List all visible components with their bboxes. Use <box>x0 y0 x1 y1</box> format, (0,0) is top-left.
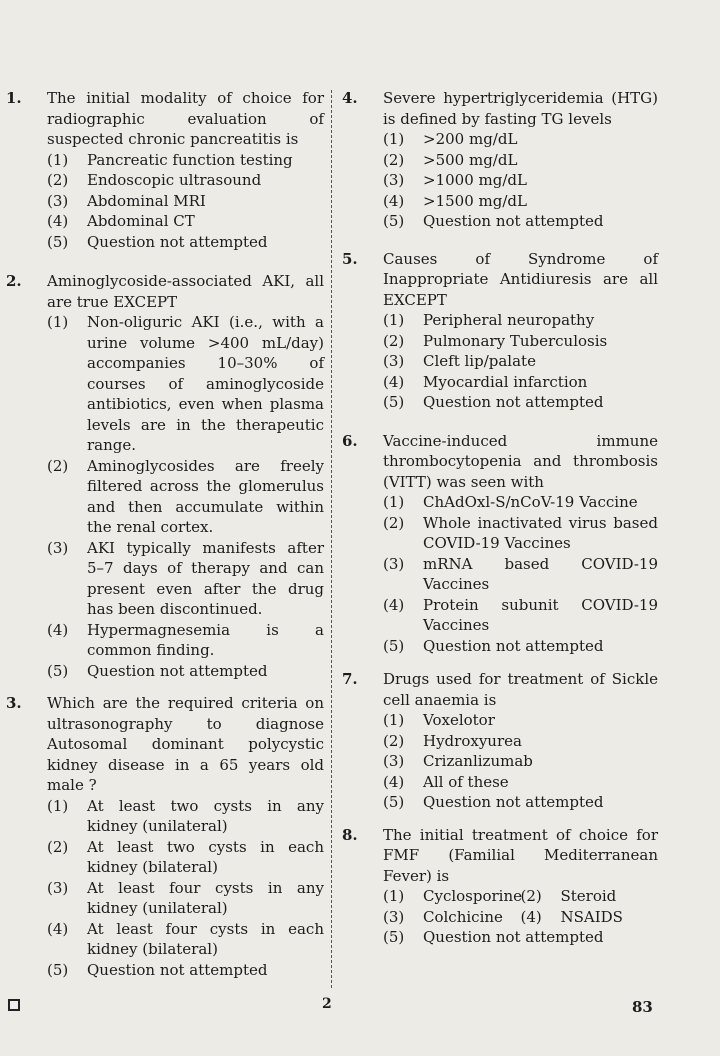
option-number: (2) <box>47 171 69 189</box>
option-text: >1000 mg/dL <box>423 171 527 189</box>
option <box>383 513 658 554</box>
option-number: (1) <box>383 493 405 511</box>
question-text: Which are the required criteria on ultrasonography to diagnose Autosomal dominant polycystic kidney disease in a 65 years old male ? <box>47 694 324 794</box>
option <box>383 331 658 352</box>
option-text: Pulmonary Tuberculosis <box>423 331 608 350</box>
question-number: 6. <box>342 431 358 450</box>
option-number: (4) <box>520 907 542 926</box>
option-text: >500 mg/dL <box>423 150 518 169</box>
option-text: Hydroxyurea <box>423 731 522 750</box>
option <box>47 312 324 456</box>
option-number: (3) <box>383 907 405 926</box>
option-text: Cleft lip/palate <box>423 352 536 370</box>
option-number: (4) <box>383 191 405 210</box>
option-text: Hypermagnesemia is a common finding. <box>87 620 324 659</box>
question-text: Severe hypertriglyceridemia (HTG) is defined by fasting TG levels <box>383 89 658 128</box>
options-list <box>47 312 324 681</box>
option-text: Question not attempted <box>423 793 604 811</box>
question-2 <box>6 271 324 681</box>
option-text: Abdominal MRI <box>87 191 206 210</box>
option-text: Question not attempted <box>423 928 604 946</box>
option-text: Abdominal CT <box>87 212 195 230</box>
option-number: (1) <box>383 711 405 729</box>
question-number: 1. <box>6 89 22 107</box>
question-number: 4. <box>342 89 358 107</box>
option <box>521 907 659 928</box>
option <box>47 878 324 919</box>
option <box>383 310 658 331</box>
question-8 <box>342 825 658 948</box>
option <box>383 751 658 772</box>
option-number: (4) <box>47 212 69 230</box>
option <box>383 392 658 413</box>
question-text: The initial modality of choice for radiographic evaluation of suspected chronic pancreatitis is <box>47 89 324 148</box>
option-text: At least four cysts in each kidney (bilateral) <box>87 919 324 958</box>
option-text: Question not attempted <box>87 232 268 251</box>
option-number: (1) <box>383 130 405 148</box>
options-list <box>47 796 324 981</box>
option <box>47 538 324 620</box>
option <box>47 960 324 981</box>
option-number: (3) <box>383 171 405 189</box>
options-list <box>47 150 324 253</box>
option-text: Cyclosporine <box>423 887 523 905</box>
option-number: (4) <box>47 620 69 639</box>
option-number: (5) <box>47 960 69 979</box>
question-3 <box>6 693 324 980</box>
option-number: (3) <box>383 752 405 770</box>
option-text: Crizanlizumab <box>423 752 533 770</box>
option <box>47 211 324 232</box>
option <box>383 927 658 948</box>
option <box>47 232 324 253</box>
page-number: 2 <box>322 996 332 1012</box>
option-number: (2) <box>383 731 405 750</box>
option <box>383 351 658 372</box>
option <box>383 886 521 907</box>
option-text: Non-oliguric AKI (i.e., with a urine volume >400 mL/day) accompanies 10–30% of courses of aminoglycoside antibiotics, even when plasma levels are in the therapeutic range. <box>87 313 324 454</box>
option-number: (2) <box>383 150 405 169</box>
option-text: Whole inactivated virus based COVID-19 Vaccines <box>423 513 658 552</box>
option-number: (3) <box>47 878 69 897</box>
option <box>383 731 658 752</box>
option-text: Pancreatic function testing <box>87 150 293 169</box>
column-divider <box>331 90 333 988</box>
code-number: 83 <box>632 998 653 1016</box>
option-number: (5) <box>383 928 405 946</box>
option-text: At least two cysts in each kidney (bilateral) <box>87 837 324 876</box>
question-4 <box>342 88 658 232</box>
option-text: Question not attempted <box>423 636 604 655</box>
question-text: Vaccine-induced immune thrombocytopenia and thrombosis (VITT) was seen with <box>383 431 658 491</box>
option-text: Question not attempted <box>423 212 604 230</box>
option-number: (4) <box>383 772 405 791</box>
question-5 <box>342 249 658 413</box>
option-text: >200 mg/dL <box>423 130 518 148</box>
option-text: AKI typically manifests after 5–7 days of therapy and can present even after the drug has been discontinued. <box>87 538 324 618</box>
option-number: (5) <box>47 232 69 251</box>
option-text: Aminoglycosides are freely filtered across the glomerulus and then accumulate within the renal cortex. <box>87 456 324 536</box>
option-text: mRNA based COVID-19 Vaccines <box>423 554 658 593</box>
option-number: (1) <box>47 313 69 331</box>
option-number: (5) <box>383 636 405 655</box>
option <box>383 636 658 657</box>
option <box>383 372 658 393</box>
option <box>47 150 324 171</box>
option-number: (2) <box>520 887 542 905</box>
option <box>383 170 658 191</box>
option <box>383 595 658 636</box>
option <box>47 919 324 960</box>
option-text: At least two cysts in any kidney (unilateral) <box>87 796 324 835</box>
option <box>383 710 658 731</box>
options-list <box>383 710 658 813</box>
option-text: Steroid <box>560 887 617 905</box>
question-1 <box>6 88 324 252</box>
option-number: (1) <box>47 150 69 169</box>
option <box>383 129 658 150</box>
option <box>383 907 521 928</box>
footer-square-icon <box>8 999 20 1011</box>
option-number: (2) <box>383 513 405 532</box>
left-column <box>6 88 324 984</box>
option-number: (1) <box>47 796 69 815</box>
option-text: Peripheral neuropathy <box>423 311 595 329</box>
option-number: (5) <box>383 793 405 811</box>
option <box>383 191 658 212</box>
question-7 <box>342 669 658 813</box>
option <box>383 211 658 232</box>
option-text: Question not attempted <box>423 393 604 411</box>
question-number: 2. <box>6 272 22 290</box>
option-number: (2) <box>47 456 69 475</box>
option-number: (5) <box>383 212 405 230</box>
question-text: The initial treatment of choice for FMF (Familial Mediterranean Fever) is <box>383 825 658 885</box>
option <box>383 554 658 595</box>
option-text: NSAIDS <box>560 907 623 926</box>
option <box>383 492 658 513</box>
question-text: Causes of Syndrome of Inappropriate Antidiuresis are all EXCEPT <box>383 249 658 309</box>
option-text: At least four cysts in any kidney (unilateral) <box>87 878 324 917</box>
option-number: (3) <box>383 352 405 370</box>
option-number: (1) <box>383 311 405 329</box>
question-number: 8. <box>342 825 358 844</box>
option-text: Question not attempted <box>87 661 268 680</box>
options-list <box>383 886 658 948</box>
option-number: (3) <box>47 191 69 210</box>
option-pair <box>383 886 658 907</box>
option-number: (4) <box>383 372 405 391</box>
options-list <box>383 492 658 656</box>
option-number: (4) <box>383 595 405 614</box>
option-text: ChAdOxl-S/nCoV-19 Vaccine <box>423 493 638 511</box>
option <box>47 456 324 538</box>
option-pair <box>383 907 658 928</box>
option-number: (5) <box>47 661 69 680</box>
option <box>47 620 324 661</box>
question-text: Drugs used for treatment of Sickle cell anaemia is <box>383 670 658 709</box>
option-number: (1) <box>383 887 405 905</box>
option-number: (5) <box>383 393 405 411</box>
option <box>521 886 659 907</box>
option-text: Colchicine <box>423 907 503 926</box>
option-number: (2) <box>383 331 405 350</box>
option <box>47 170 324 191</box>
option-number: (3) <box>383 554 405 573</box>
option-text: Voxelotor <box>423 711 495 729</box>
options-list <box>383 129 658 232</box>
options-list <box>383 310 658 413</box>
option <box>47 796 324 837</box>
question-number: 3. <box>6 694 22 712</box>
option-text: All of these <box>423 772 509 791</box>
question-number: 7. <box>342 670 358 688</box>
question-6 <box>342 431 658 657</box>
option-text: Question not attempted <box>87 960 268 979</box>
option <box>383 150 658 171</box>
option <box>383 792 658 813</box>
option <box>47 837 324 878</box>
question-number: 5. <box>342 249 358 268</box>
option-text: >1500 mg/dL <box>423 191 527 210</box>
option-number: (2) <box>47 837 69 856</box>
question-text: Aminoglycoside-associated AKI, all are true EXCEPT <box>47 272 324 311</box>
option-number: (4) <box>47 919 69 938</box>
option-text: Myocardial infarction <box>423 372 588 391</box>
option-number: (3) <box>47 538 69 557</box>
option-text: Endoscopic ultrasound <box>87 171 262 189</box>
option <box>47 661 324 682</box>
option <box>47 191 324 212</box>
option <box>383 772 658 793</box>
right-column <box>342 88 658 984</box>
option-text: Protein subunit COVID-19 Vaccines <box>423 595 658 634</box>
